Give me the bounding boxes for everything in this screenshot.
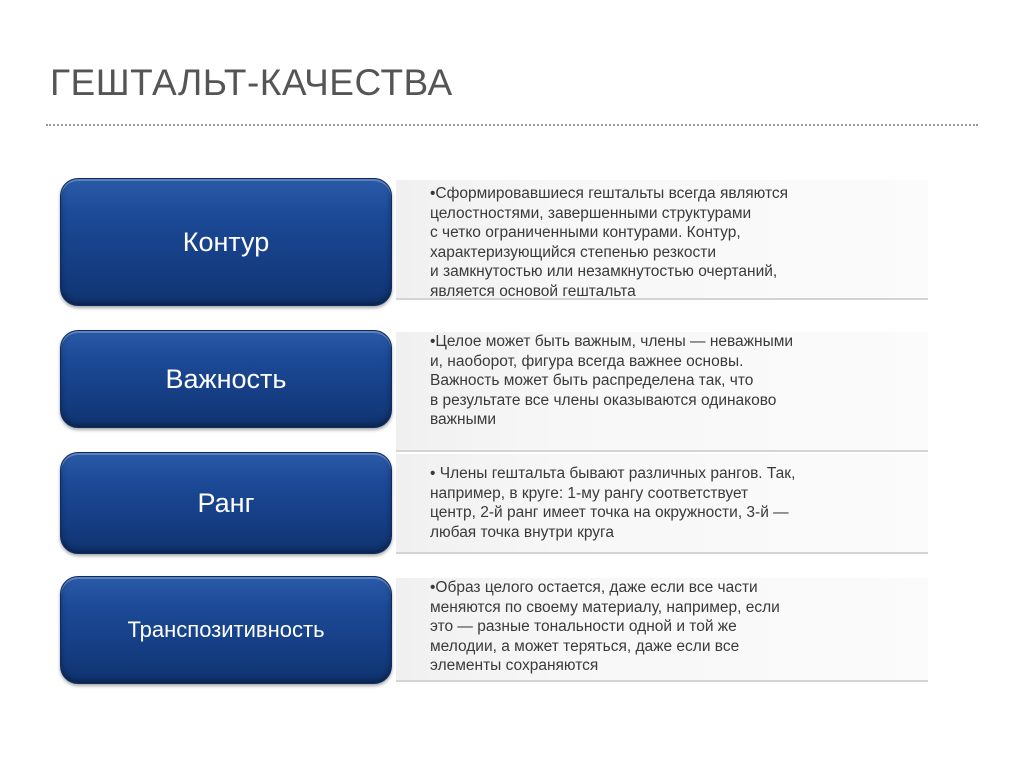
quality-description: •Сформировавшиеся гештальты всегда являются целостностями, завершенными структурами с четко ограниченными контурами. Контур, характеризующийся степенью резкости и замкнутостью или незамкнутостью очертаний, является основой гештальта: [430, 185, 789, 300]
quality-box-transposition: [60, 576, 392, 684]
quality-description: •Целое может быть важным, члены — неважными и, наоборот, фигура всегда важнее основы. Важность может быть распределена так, что в результате все члены оказываются одинаково важными: [430, 333, 794, 428]
quality-label: Ранг: [197, 487, 255, 518]
quality-description: • Члены гештальта бывают различных рангов. Так, например, в круге: 1-му рангу соответствует центр, 2-й ранг имеет точка на окружности, 3-й — любая точка внутри круга: [430, 465, 796, 541]
quality-box-contour: [60, 178, 392, 306]
quality-label: Контур: [182, 226, 270, 257]
quality-box-importance: [60, 330, 392, 428]
title-divider: [46, 124, 978, 126]
quality-box-rank: [60, 452, 392, 554]
quality-label: Важность: [165, 363, 287, 394]
quality-label: Транспозитивность: [127, 617, 325, 642]
slide-title: ГЕШТАЛЬТ-КАЧЕСТВА: [50, 62, 453, 103]
quality-description: •Образ целого остается, даже если все части меняются по своему материалу, например, если это — разные тональности одной и той же мелодии, а может теряться, даже если все элементы сохраняются: [430, 579, 780, 674]
